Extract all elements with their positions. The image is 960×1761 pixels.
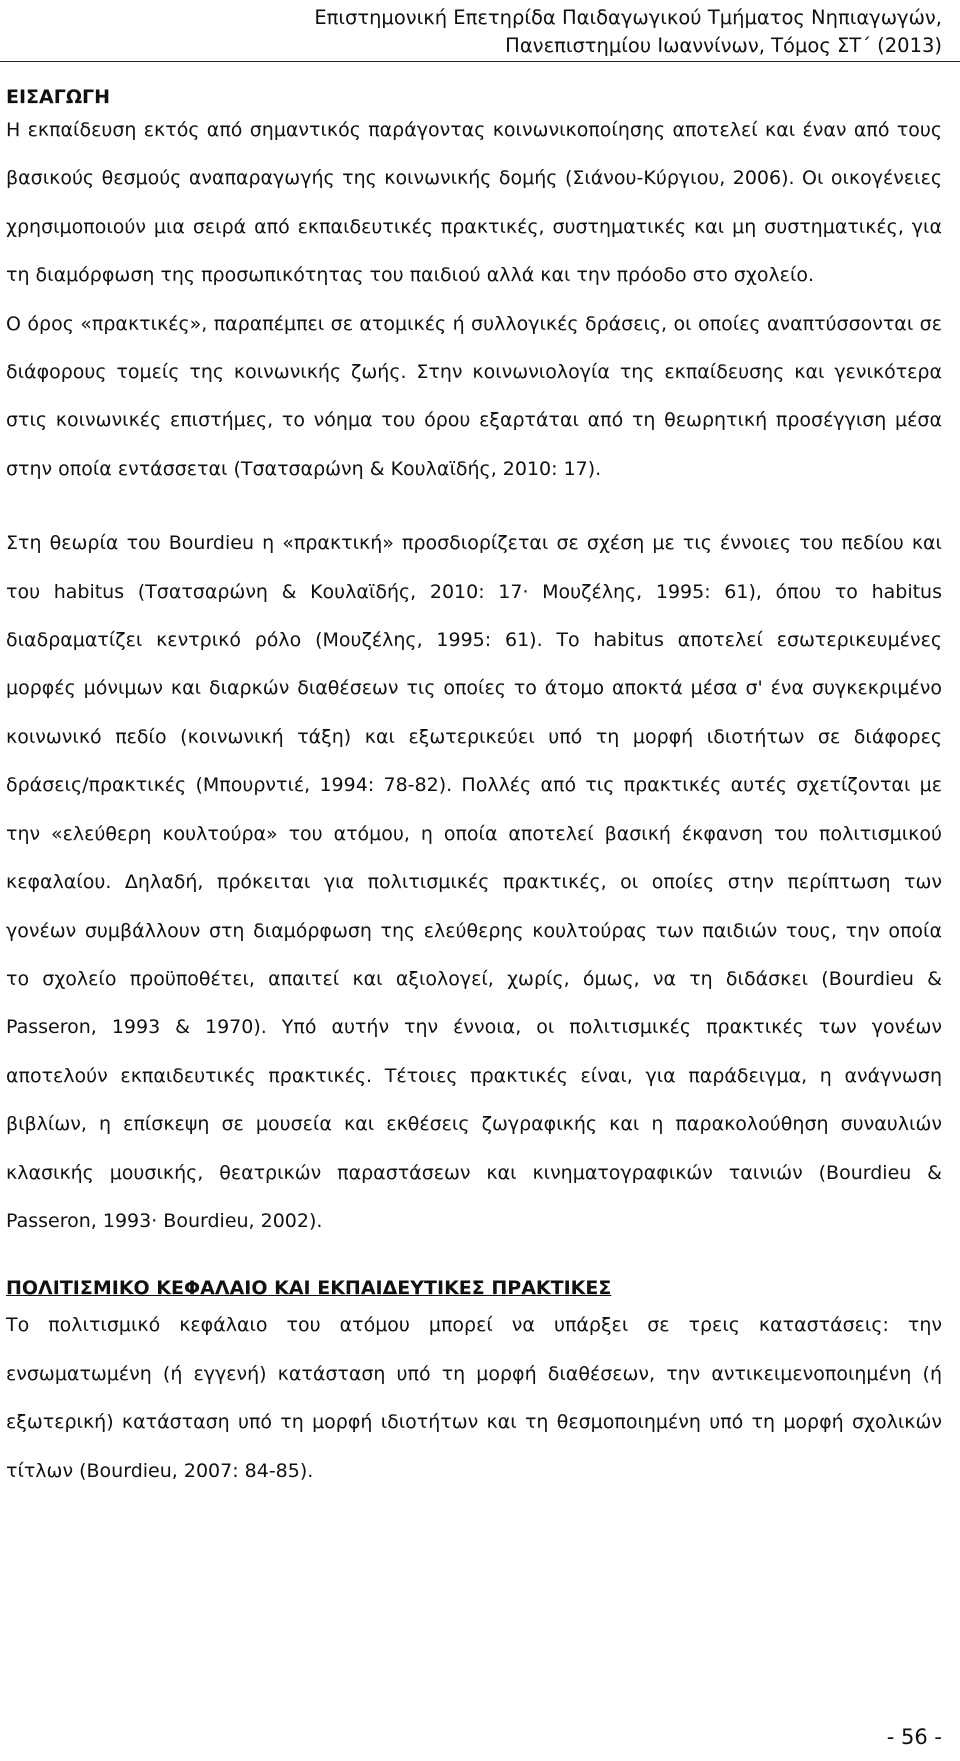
section-2-heading: ΠΟΛΙΤΙΣΜΙΚΟ ΚΕΦΑΛΑΙΟ ΚΑΙ ΕΚΠΑΙΔΕΥΤΙΚΕΣ ΠΡΑΚΤΙΚΕΣ xyxy=(6,1277,612,1300)
header-line-1: Επιστημονική Επετηρίδα Παιδαγωγικού Τμήματος Νηπιαγωγών, xyxy=(314,6,942,29)
intro-paragraph-1: Η εκπαίδευση εκτός από σημαντικός παράγοντας κοινωνικοποίησης αποτελεί και έναν από τους βασικούς θεσμούς αναπαραγωγής της κοινωνικής δομής (Σιάνου-Κύργιου, 2006). Οι οικογένειες χρησιμοποιούν μια σειρά από εκπαιδευτικές πρακτικές, συστηματικές και μη συστηματικές, για τη διαμόρφωση της προσωπικότητας του παιδιού αλλά και την πρόοδο στο σχολείο. xyxy=(6,119,942,287)
intro-paragraph-3: Στη θεωρία του Bourdieu η «πρακτική» προσδιορίζεται σε σχέση με τις έννοιες του πεδίου και του habitus (Τσατσαρώνη & Κουλαϊδής, 2010: 17· Μουζέλης, 1995: 61), όπου το habitus διαδραματίζει κεντρικό ρόλο (Μουζέλης, 1995: 61). Το habitus αποτελεί εσωτερικευμένες μορφές μόνιμων και διαρκών διαθέσεων τις οποίες το άτομο αποκτά μέσα σ' ένα συγκεκριμένο κοινωνικό πεδίο (κοινωνική τάξη) και εξωτερικεύει υπό τη μορφή ιδιοτήτων σε διάφορες δράσεις/πρακτικές (Μπουρντιέ, 1994: 78-82). Πολλές από τις πρακτικές αυτές σχετίζονται με την «ελεύθερη κουλτούρα» του ατόμου, η οποία αποτελεί βασική έκφανση του πολιτισμικού κεφαλαίου. Δηλαδή, πρόκειται για πολιτισμικές πρακτικές, οι οποίες στην περίπτωση των γονέων συμβάλλουν στη διαμόρφωση της ελεύθερης κουλτούρας των παιδιών τους, την οποία το σχολείο προϋποθέτει, απαιτεί και αξιολογεί, χωρίς, όμως, να τη διδάσκει (Bourdieu & Passeron, 1993 & 1970). Υπό αυτήν την έννοια, οι πολιτισμικές πρακτικές των γονέων αποτελούν εκπαιδευτικές πρακτικές. Τέτοιες πρακτικές είναι, για παράδειγμα, η ανάγνωση βιβλίων, η επίσκεψη σε μουσεία και εκθέσεις ζωγραφικής και η παρακολούθηση συναυλιών κλασικής μουσικής, θεατρικών παραστάσεων και κινηματογραφικών ταινιών (Bourdieu & Passeron, 1993· Bourdieu, 2002). xyxy=(6,532,942,1232)
section-2-paragraph-1: Το πολιτισμικό κεφάλαιο του ατόμου μπορεί να υπάρξει σε τρεις καταστάσεις: την ενσωματωμένη (ή εγγενή) κατάσταση υπό τη μορφή διαθέσεων, την αντικειμενοποιημένη (ή εξωτερική) κατάσταση υπό τη μορφή ιδιοτήτων και τη θεσμοποιημένη υπό τη μορφή σχολικών τίτλων (Bourdieu, 2007: 84-85). xyxy=(6,1314,942,1482)
paragraph-spacer xyxy=(6,493,942,519)
intro-paragraph-2: Ο όρος «πρακτικές», παραπέμπει σε ατομικές ή συλλογικές δράσεις, οι οποίες αναπτύσσονται σε διάφορους τομείς της κοινωνικής ζωής. Στην κοινωνιολογία της εκπαίδευσης και γενικότερα στις κοινωνικές επιστήμες, το νόημα του όρου εξαρτάται από τη θεωρητική προσέγγιση μέσα στην οποία εντάσσεται (Τσατσαρώνη & Κουλαϊδής, 2010: 17). xyxy=(6,312,942,480)
page-content xyxy=(6,84,942,1495)
intro-heading: ΕΙΣΑΓΩΓΗ xyxy=(6,86,110,108)
page-number: - 56 - xyxy=(886,1725,942,1749)
header-divider xyxy=(0,61,960,62)
section-spacer xyxy=(6,1245,942,1275)
header-line-2: Πανεπιστημίου Ιωαννίνων, Τόμος ΣΤ΄ (2013) xyxy=(505,34,942,57)
running-header xyxy=(314,4,942,60)
